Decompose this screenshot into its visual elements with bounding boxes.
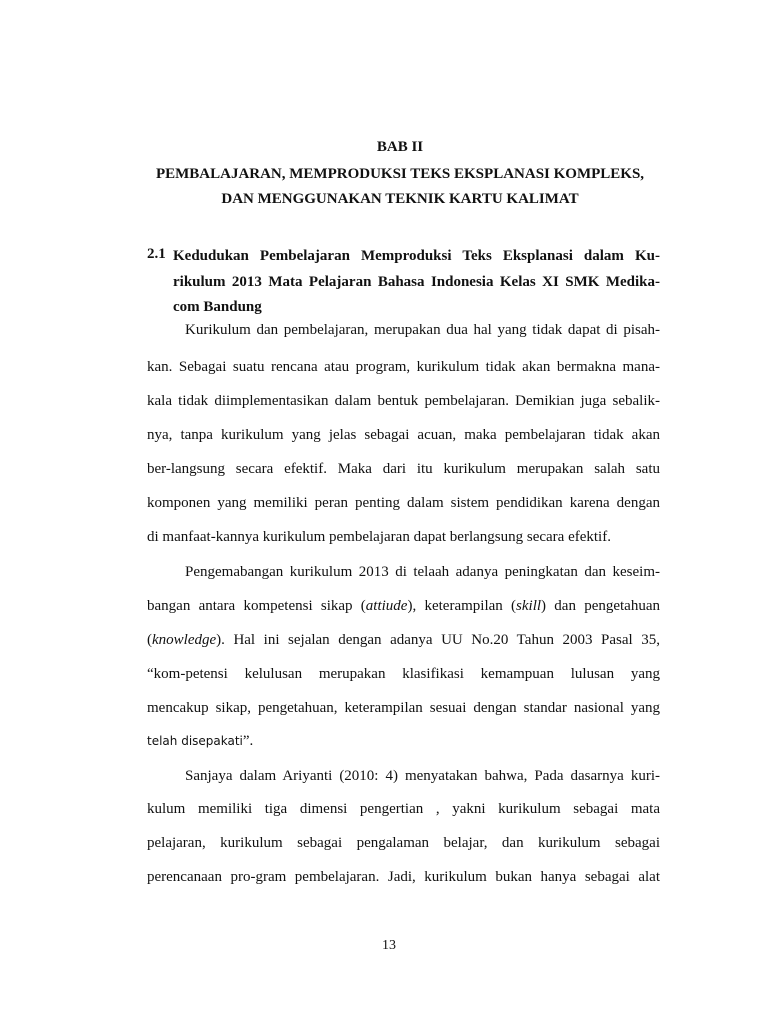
page-number: 13 [382, 938, 396, 953]
paragraph-1-line: nya, tanpa kurikulum yang jelas sebagai acuan, maka pembelajaran tidak akan [147, 427, 660, 443]
chapter-label: BAB II [376, 139, 424, 155]
paragraph-2-line: “kom-petensi kelulusan merupakan klasifikasi kemampuan lulusan yang [147, 666, 660, 682]
section-heading-line-2: rikulum 2013 Mata Pelajaran Bahasa Indonesia Kelas XI SMK Medika- [173, 274, 660, 290]
paragraph-2-line: Pengemabangan kurikulum 2013 di telaah adanya peningkatan dan keseim- [185, 564, 660, 580]
paragraph-2-line [147, 731, 660, 751]
paragraph-1-line: di manfaat-kannya kurikulum pembelajaran dapat berlangsung secara efektif. [147, 529, 611, 545]
section-heading-line-1: Kedudukan Pembelajaran Memproduksi Teks Eksplanasi dalam Ku- [173, 248, 660, 264]
text-span: bangan antara kompetensi sikap ( [147, 598, 366, 614]
paragraph-1-line: Kurikulum dan pembelajaran, merupakan dua hal yang tidak dapat di pisah- [185, 322, 660, 338]
paragraph-2-line: mencakup sikap, pengetahuan, keterampilan sesuai dengan standar nasional yang [147, 700, 660, 716]
text-span: telah disepakati [147, 734, 243, 748]
text-span: ”. [242, 733, 254, 749]
italic-term: skill [516, 598, 542, 614]
italic-term: knowledge [152, 632, 217, 648]
paragraph-2-line [147, 596, 660, 616]
text-span: ) dan pengetahuan [541, 598, 660, 614]
paragraph-3-line: kulum memiliki tiga dimensi pengertian , yakni kurikulum sebagai mata [147, 801, 660, 817]
text-span: ), keterampilan ( [407, 598, 517, 614]
paragraph-3-line: pelajaran, kurikulum sebagai pengalaman belajar, dan kurikulum sebagai [147, 835, 660, 851]
paragraph-3-line: Sanjaya dalam Ariyanti (2010: 4) menyatakan bahwa, Pada dasarnya kuri- [185, 768, 660, 784]
chapter-title-line-2: DAN MENGGUNAKAN TEKNIK KARTU KALIMAT [221, 191, 579, 207]
paragraph-1-line: komponen yang memiliki peran penting dalam sistem pendidikan karena dengan [147, 495, 660, 511]
paragraph-1-line: ber-langsung secara efektif. Maka dari itu kurikulum merupakan salah satu [147, 461, 660, 477]
paragraph-1-line: kala tidak diimplementasikan dalam bentuk pembelajaran. Demikian juga sebalik- [147, 393, 660, 409]
italic-term: attiude [365, 598, 408, 614]
paragraph-3-line: perencanaan pro-gram pembelajaran. Jadi, kurikulum bukan hanya sebagai alat [147, 869, 660, 885]
section-heading-line-3: com Bandung [173, 299, 262, 315]
paragraph-1-line: kan. Sebagai suatu rencana atau program, kurikulum tidak akan bermakna mana- [147, 359, 660, 375]
section-number: 2.1 [147, 246, 166, 262]
text-span: ( [147, 632, 152, 648]
text-span: ). Hal ini sejalan dengan adanya UU No.20 Tahun 2003 Pasal 35, [216, 632, 660, 648]
chapter-title-line-1: PEMBALAJARAN, MEMPRODUKSI TEKS EKSPLANASI KOMPLEKS, [155, 166, 645, 182]
paragraph-2-line [147, 630, 660, 650]
